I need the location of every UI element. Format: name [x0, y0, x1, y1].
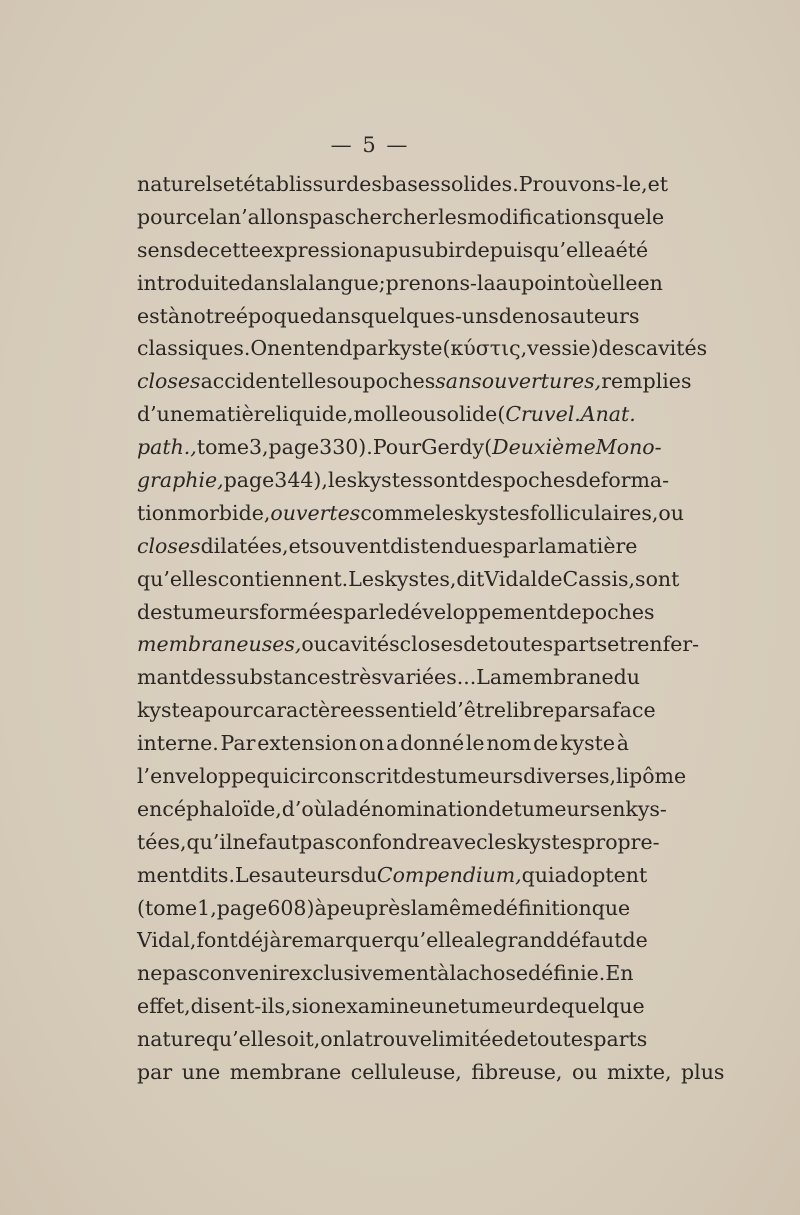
body-text — [137, 168, 725, 1089]
text-line: sens de cette expression a pu subir depuis qu’elle a été — [137, 237, 649, 262]
text-line: par une membrane celluleuse, fibreuse, ou mixte, plus — [137, 1060, 725, 1085]
text-line: effet, disent-ils, si on examine une tumeur de quelque — [137, 994, 645, 1019]
text-line: des tumeurs formées par le développement de poches — [137, 599, 655, 624]
text-line: graphie, page 344), les kystes sont des poches de forma- — [137, 468, 670, 493]
text-line: path., tome 3, page 330). Pour Gerdy (Deuxième Mono- — [137, 435, 662, 460]
text-line: classiques. On entend par kyste (κύστις, vessie) des cavités — [137, 336, 708, 361]
text-line: (tome 1, page 608) à peu près la même définition que — [137, 895, 631, 920]
page-number: — 5 — — [330, 133, 410, 157]
text-line: d’une matière liquide, molle ou solide (Cruvel. Anat. — [137, 402, 636, 427]
text-line: nature qu’elle soit, on la trouve limitée de toutes parts — [137, 1027, 648, 1052]
text-line: Vidal, font déjà remarquer qu’elle a le grand défaut de — [137, 928, 648, 953]
text-line: kyste a pour caractère essentiel d’être libre par sa face — [137, 698, 656, 723]
text-line: tées, qu’il ne faut pas confondre avec les kystes propre- — [137, 829, 660, 854]
text-line: pour cela n’allons pas chercher les modifications que le — [137, 204, 665, 229]
text-line: tion morbide, ouvertes comme les kystes folliculaires, ou — [137, 500, 684, 525]
text-line: qu’elles contiennent. Les kystes, dit Vidal de Cassis, sont — [137, 566, 680, 591]
text-line: closes accidentelles ou poches sans ouvertures, remplies — [137, 369, 692, 394]
text-line: naturels et établis sur des bases solides. Prouvons-le, et — [137, 172, 669, 196]
text-line: ne pas convenir exclusivement à la chose définie. En — [137, 961, 634, 986]
text-line: membraneuses, ou cavités closes de toutes parts et renfer- — [137, 632, 700, 657]
text-line: introduite dans la langue ; prenons-la au point où elle en — [137, 270, 663, 295]
text-line: l’enveloppe qui circonscrit des tumeurs diverses, lipôme — [137, 764, 687, 789]
text-line: ment dits. Les auteurs du Compendium, qui adoptent — [137, 862, 648, 887]
text-line: mant des substances très variées... La membrane du — [137, 665, 640, 690]
text-line: interne. Par extension on a donné le nom de kyste à — [137, 731, 629, 756]
text-line: closes dilatées, et souvent distendues par la matière — [137, 533, 638, 558]
text-line: encéphaloïde, d’où la dénomination de tumeurs enkys- — [137, 796, 667, 821]
text-line: est à notre époque dans quelques-uns de nos auteurs — [137, 303, 640, 328]
